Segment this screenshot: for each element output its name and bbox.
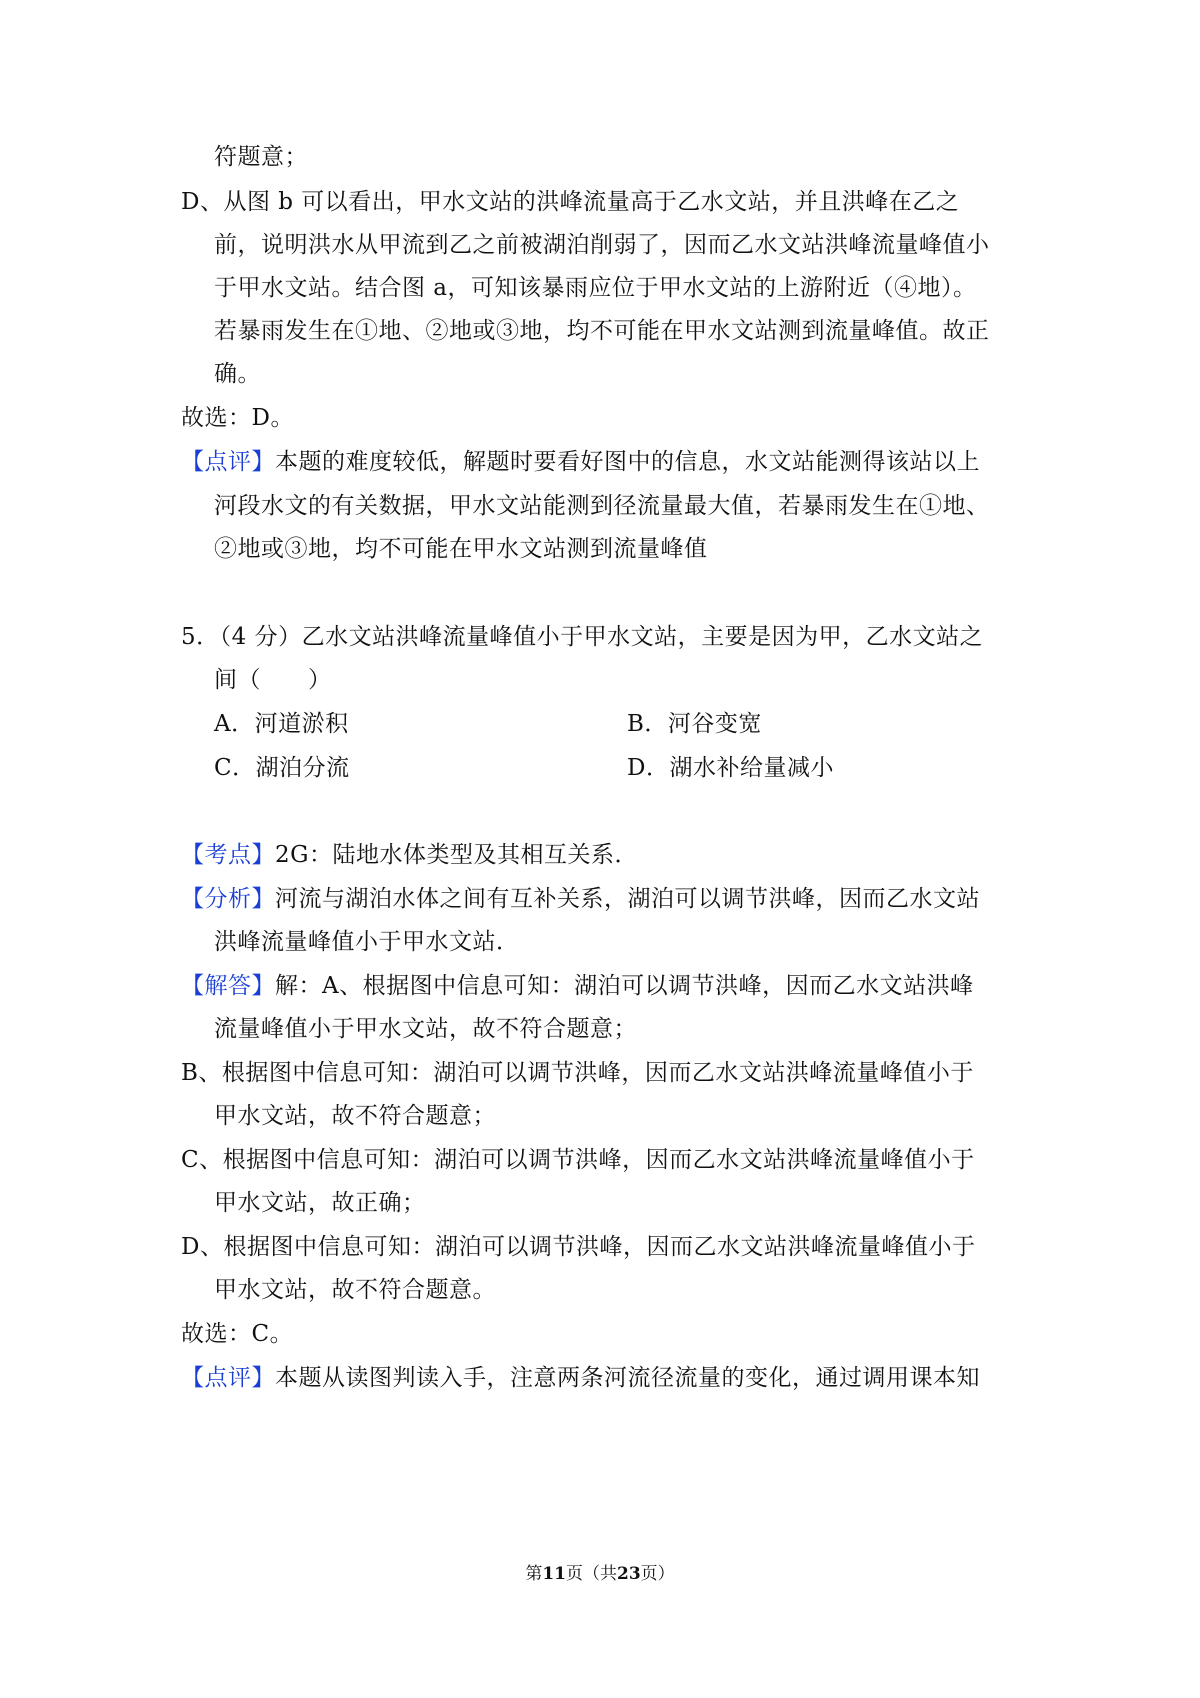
text-line: 流量峰值小于甲水文站，故不符合题意； [214, 1016, 637, 1042]
text-line: 符题意； [214, 144, 308, 170]
page-number: 11 [542, 1564, 566, 1584]
text-line: 若暴雨发生在①地、②地或③地，均不可能在甲水文站测到流量峰值。故正 [214, 318, 990, 344]
comment-text: 本题的难度较低，解题时要看好图中的信息，水文站能测得该站以上 [275, 449, 980, 475]
question-stem: 5．（4 分）乙水文站洪峰流量峰值小于甲水文站，主要是因为甲，乙水文站之 [181, 624, 984, 650]
text-line: 确。 [214, 361, 261, 387]
text-line: 于甲水文站。结合图 a，可知该暴雨应位于甲水文站的上游附近（④地）。 [214, 275, 977, 301]
jieda-line [181, 970, 1041, 1002]
answer-choice: 故选：C。 [181, 1321, 294, 1347]
jieda-tag: 【解答】 [181, 973, 275, 999]
fenxi-tag: 【分析】 [181, 886, 275, 912]
comment-line [181, 1362, 1041, 1394]
text-line: 甲水文站，故不符合题意。 [214, 1277, 496, 1303]
option-d: D．湖水补给量减小 [627, 755, 834, 781]
text-line: D、从图 b 可以看出，甲水文站的洪峰流量高于乙水文站，并且洪峰在乙之 [181, 189, 960, 215]
comment-line [181, 446, 1041, 478]
footer-suffix: 页） [640, 1564, 675, 1584]
page-footer [0, 1562, 1200, 1586]
text-line: 甲水文站，故正确； [214, 1190, 426, 1216]
option-c: C．湖泊分流 [214, 755, 350, 781]
option-b: B．河谷变宽 [627, 711, 762, 737]
total-pages: 23 [617, 1564, 641, 1584]
text-line: D、根据图中信息可知：湖泊可以调节洪峰，因而乙水文站洪峰流量峰值小于 [181, 1234, 976, 1260]
option-a: A．河道淤积 [214, 711, 349, 737]
question-stem-cont: 间（ ） [214, 667, 332, 693]
comment-text: 本题从读图判读入手，注意两条河流径流量的变化，通过调用课本知 [275, 1365, 980, 1391]
text-line: C、根据图中信息可知：湖泊可以调节洪峰，因而乙水文站洪峰流量峰值小于 [181, 1147, 975, 1173]
text-line: 甲水文站，故不符合题意； [214, 1103, 496, 1129]
jieda-text: 解：A、根据图中信息可知：湖泊可以调节洪峰，因而乙水文站洪峰 [275, 973, 974, 999]
text-line: B、根据图中信息可知：湖泊可以调节洪峰，因而乙水文站洪峰流量峰值小于 [181, 1060, 974, 1086]
text-line: 洪峰流量峰值小于甲水文站． [214, 929, 520, 955]
footer-prefix: 第 [525, 1564, 543, 1584]
answer-choice: 故选：D。 [181, 405, 294, 431]
text-line: ②地或③地，均不可能在甲水文站测到流量峰值 [214, 536, 708, 562]
text-line: 前，说明洪水从甲流到乙之前被湖泊削弱了，因而乙水文站洪峰流量峰值小 [214, 232, 990, 258]
footer-middle: 页（共 [566, 1564, 617, 1584]
fenxi-line [181, 883, 1041, 915]
comment-tag: 【点评】 [181, 449, 275, 475]
fenxi-text: 河流与湖泊水体之间有互补关系，湖泊可以调节洪峰，因而乙水文站 [275, 886, 980, 912]
comment-tag: 【点评】 [181, 1365, 275, 1391]
kaodian-line [181, 839, 1041, 871]
kaodian-text: 2G：陆地水体类型及其相互关系． [275, 842, 639, 868]
text-line: 河段水文的有关数据，甲水文站能测到径流量最大值，若暴雨发生在①地、 [214, 493, 990, 519]
kaodian-tag: 【考点】 [181, 842, 275, 868]
